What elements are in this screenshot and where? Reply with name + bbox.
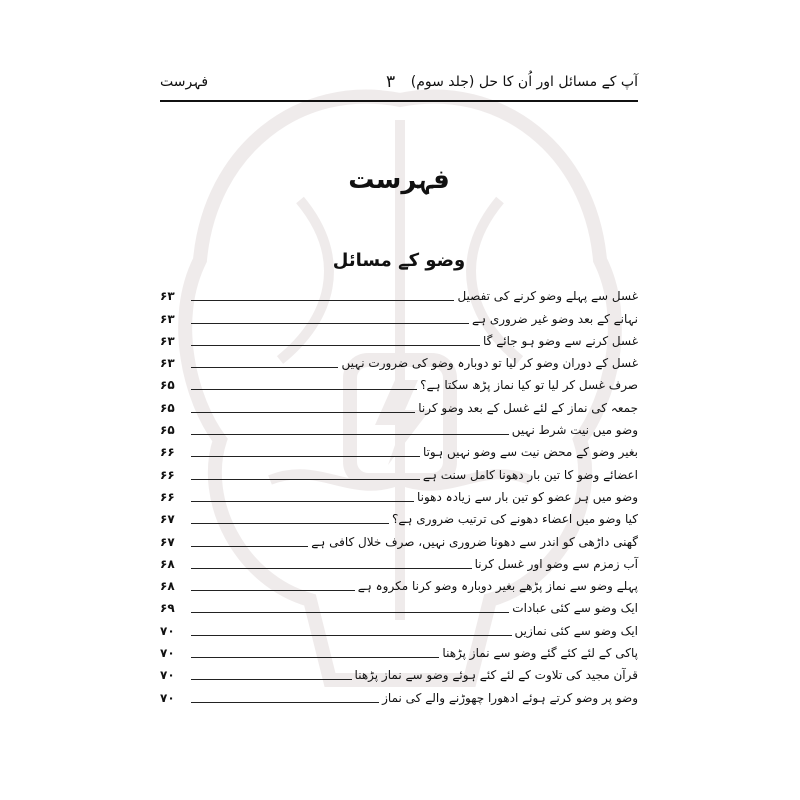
- toc-leader-line: [191, 501, 414, 502]
- toc-entry-page: ۷۰: [160, 646, 175, 661]
- toc-entry-title: غسل کرنے سے وضو ہو جائے گا: [483, 333, 638, 348]
- toc-leader-line: [191, 590, 355, 591]
- toc-entry: [160, 616, 638, 638]
- toc-entry-title: غسل کے دوران وضو کر لیا تو دوبارہ وضو کی ضرورت نہیں: [341, 356, 638, 371]
- toc-entry: [160, 282, 638, 304]
- toc-leader-line: [191, 568, 472, 569]
- toc-entry-page: ۶۵: [160, 400, 175, 415]
- toc-leader-line: [191, 300, 454, 301]
- toc-entry-page: ۶۷: [160, 534, 175, 549]
- toc-entry-page: ۶۵: [160, 378, 175, 393]
- toc-entry: [160, 527, 638, 549]
- toc-leader-line: [191, 657, 439, 658]
- chapter-heading: وضو کے مسائل: [332, 250, 466, 271]
- toc-entry-page: ۶۶: [160, 445, 175, 460]
- toc-entry: [160, 572, 638, 594]
- toc-leader-line: [191, 367, 338, 368]
- toc-entry: [160, 483, 638, 505]
- toc-leader-line: [191, 635, 512, 636]
- toc-entry: [160, 393, 638, 415]
- toc-entry-title: گھنی داڑھی کو اندر سے دھونا ضروری نہیں، صرف خلال کافی ہے: [311, 534, 638, 549]
- toc-leader-line: [191, 389, 417, 390]
- toc-entry-title: نہانے کے بعد وضو غیر ضروری ہے: [471, 311, 638, 326]
- toc-entry: [160, 304, 638, 326]
- toc-entry: [160, 683, 638, 705]
- toc-entry: [160, 639, 638, 661]
- toc-entry-page: ۷۰: [160, 690, 175, 705]
- toc-entry-title: وضو میں نیت شرط نہیں: [511, 423, 638, 438]
- toc-leader-line: [191, 345, 480, 346]
- page-title: فہرست: [348, 165, 450, 195]
- toc-entry-title: پہلے وضو سے نماز پڑھے بغیر دوبارہ وضو کرنا مکروہ ہے: [357, 579, 638, 594]
- toc-entry-page: ۶۳: [160, 311, 175, 326]
- toc-entry: [160, 460, 638, 482]
- toc-entry-title: قرآن مجید کی تلاوت کے لئے کئے ہوئے وضو سے نماز پڑھنا: [354, 668, 638, 683]
- toc-entry-page: ۷۰: [160, 668, 175, 683]
- toc-entry-title: وضو میں ہر عضو کو تین بار سے زیادہ دھونا: [416, 489, 638, 504]
- toc-list: [160, 282, 638, 706]
- running-section-name: فہرست: [160, 74, 209, 90]
- toc-leader-line: [191, 323, 469, 324]
- toc-entry-title: آب زمزم سے وضو اور غسل کرنا: [474, 556, 638, 571]
- toc-entry-title: وضو پر وضو کرتے ہوئے ادھورا چھوڑنے والے کی نماز: [382, 690, 638, 705]
- toc-leader-line: [191, 479, 420, 480]
- toc-entry-page: ۶۳: [160, 333, 175, 348]
- toc-entry: [160, 349, 638, 371]
- toc-entry-title: جمعہ کی نماز کے لئے غسل کے بعد وضو کرنا: [418, 400, 638, 415]
- toc-entry-page: ۶۸: [160, 556, 175, 571]
- toc-entry: [160, 661, 638, 683]
- toc-entry: [160, 327, 638, 349]
- toc-entry-title: کیا وضو میں اعضاء دھونے کی ترتیب ضروری ہے؟: [392, 512, 638, 527]
- toc-entry-page: ۷۰: [160, 623, 175, 638]
- toc-entry-page: ۶۷: [160, 512, 175, 527]
- toc-leader-line: [191, 434, 509, 435]
- toc-entry-page: ۶۶: [160, 467, 175, 482]
- toc-entry-page: ۶۳: [160, 356, 175, 371]
- toc-entry-title: غسل سے پہلے وضو کرنے کی تفصیل: [457, 289, 638, 304]
- toc-entry: [160, 438, 638, 460]
- toc-leader-line: [191, 523, 389, 524]
- toc-leader-line: [191, 546, 308, 547]
- toc-entry-title: ایک وضو سے کئی عبادات: [512, 601, 638, 616]
- toc-leader-line: [191, 702, 379, 703]
- running-book-title: آپ کے مسائل اور اُن کا حل (جلد سوم): [410, 74, 638, 90]
- toc-leader-line: [191, 679, 352, 680]
- toc-entry-title: پاکی کے لئے کئے گئے وضو سے نماز پڑھنا: [442, 646, 638, 661]
- toc-entry-title: بغیر وضو کے محض نیت سے وضو نہیں ہوتا: [422, 445, 638, 460]
- toc-entry-page: ۶۶: [160, 489, 175, 504]
- toc-entry: [160, 550, 638, 572]
- toc-entry-title: اعضائے وضو کا تین بار دھونا کامل سنت ہے: [422, 467, 638, 482]
- toc-entry: [160, 594, 638, 616]
- page-number: ۳: [386, 72, 396, 92]
- toc-entry-page: ۶۹: [160, 601, 175, 616]
- toc-entry-page: ۶۵: [160, 423, 175, 438]
- toc-page: [160, 70, 638, 770]
- toc-entry: [160, 505, 638, 527]
- toc-entry-page: ۶۸: [160, 579, 175, 594]
- toc-leader-line: [191, 456, 420, 457]
- toc-leader-line: [191, 612, 509, 613]
- toc-entry-title: ایک وضو سے کئی نمازیں: [514, 623, 638, 638]
- header-rule: [160, 100, 638, 102]
- toc-entry-page: ۶۳: [160, 289, 175, 304]
- toc-entry: [160, 416, 638, 438]
- toc-entry: [160, 371, 638, 393]
- page-header: [160, 70, 638, 104]
- toc-leader-line: [191, 412, 415, 413]
- toc-entry-title: صرف غسل کر لیا تو کیا نماز پڑھ سکتا ہے؟: [420, 378, 638, 393]
